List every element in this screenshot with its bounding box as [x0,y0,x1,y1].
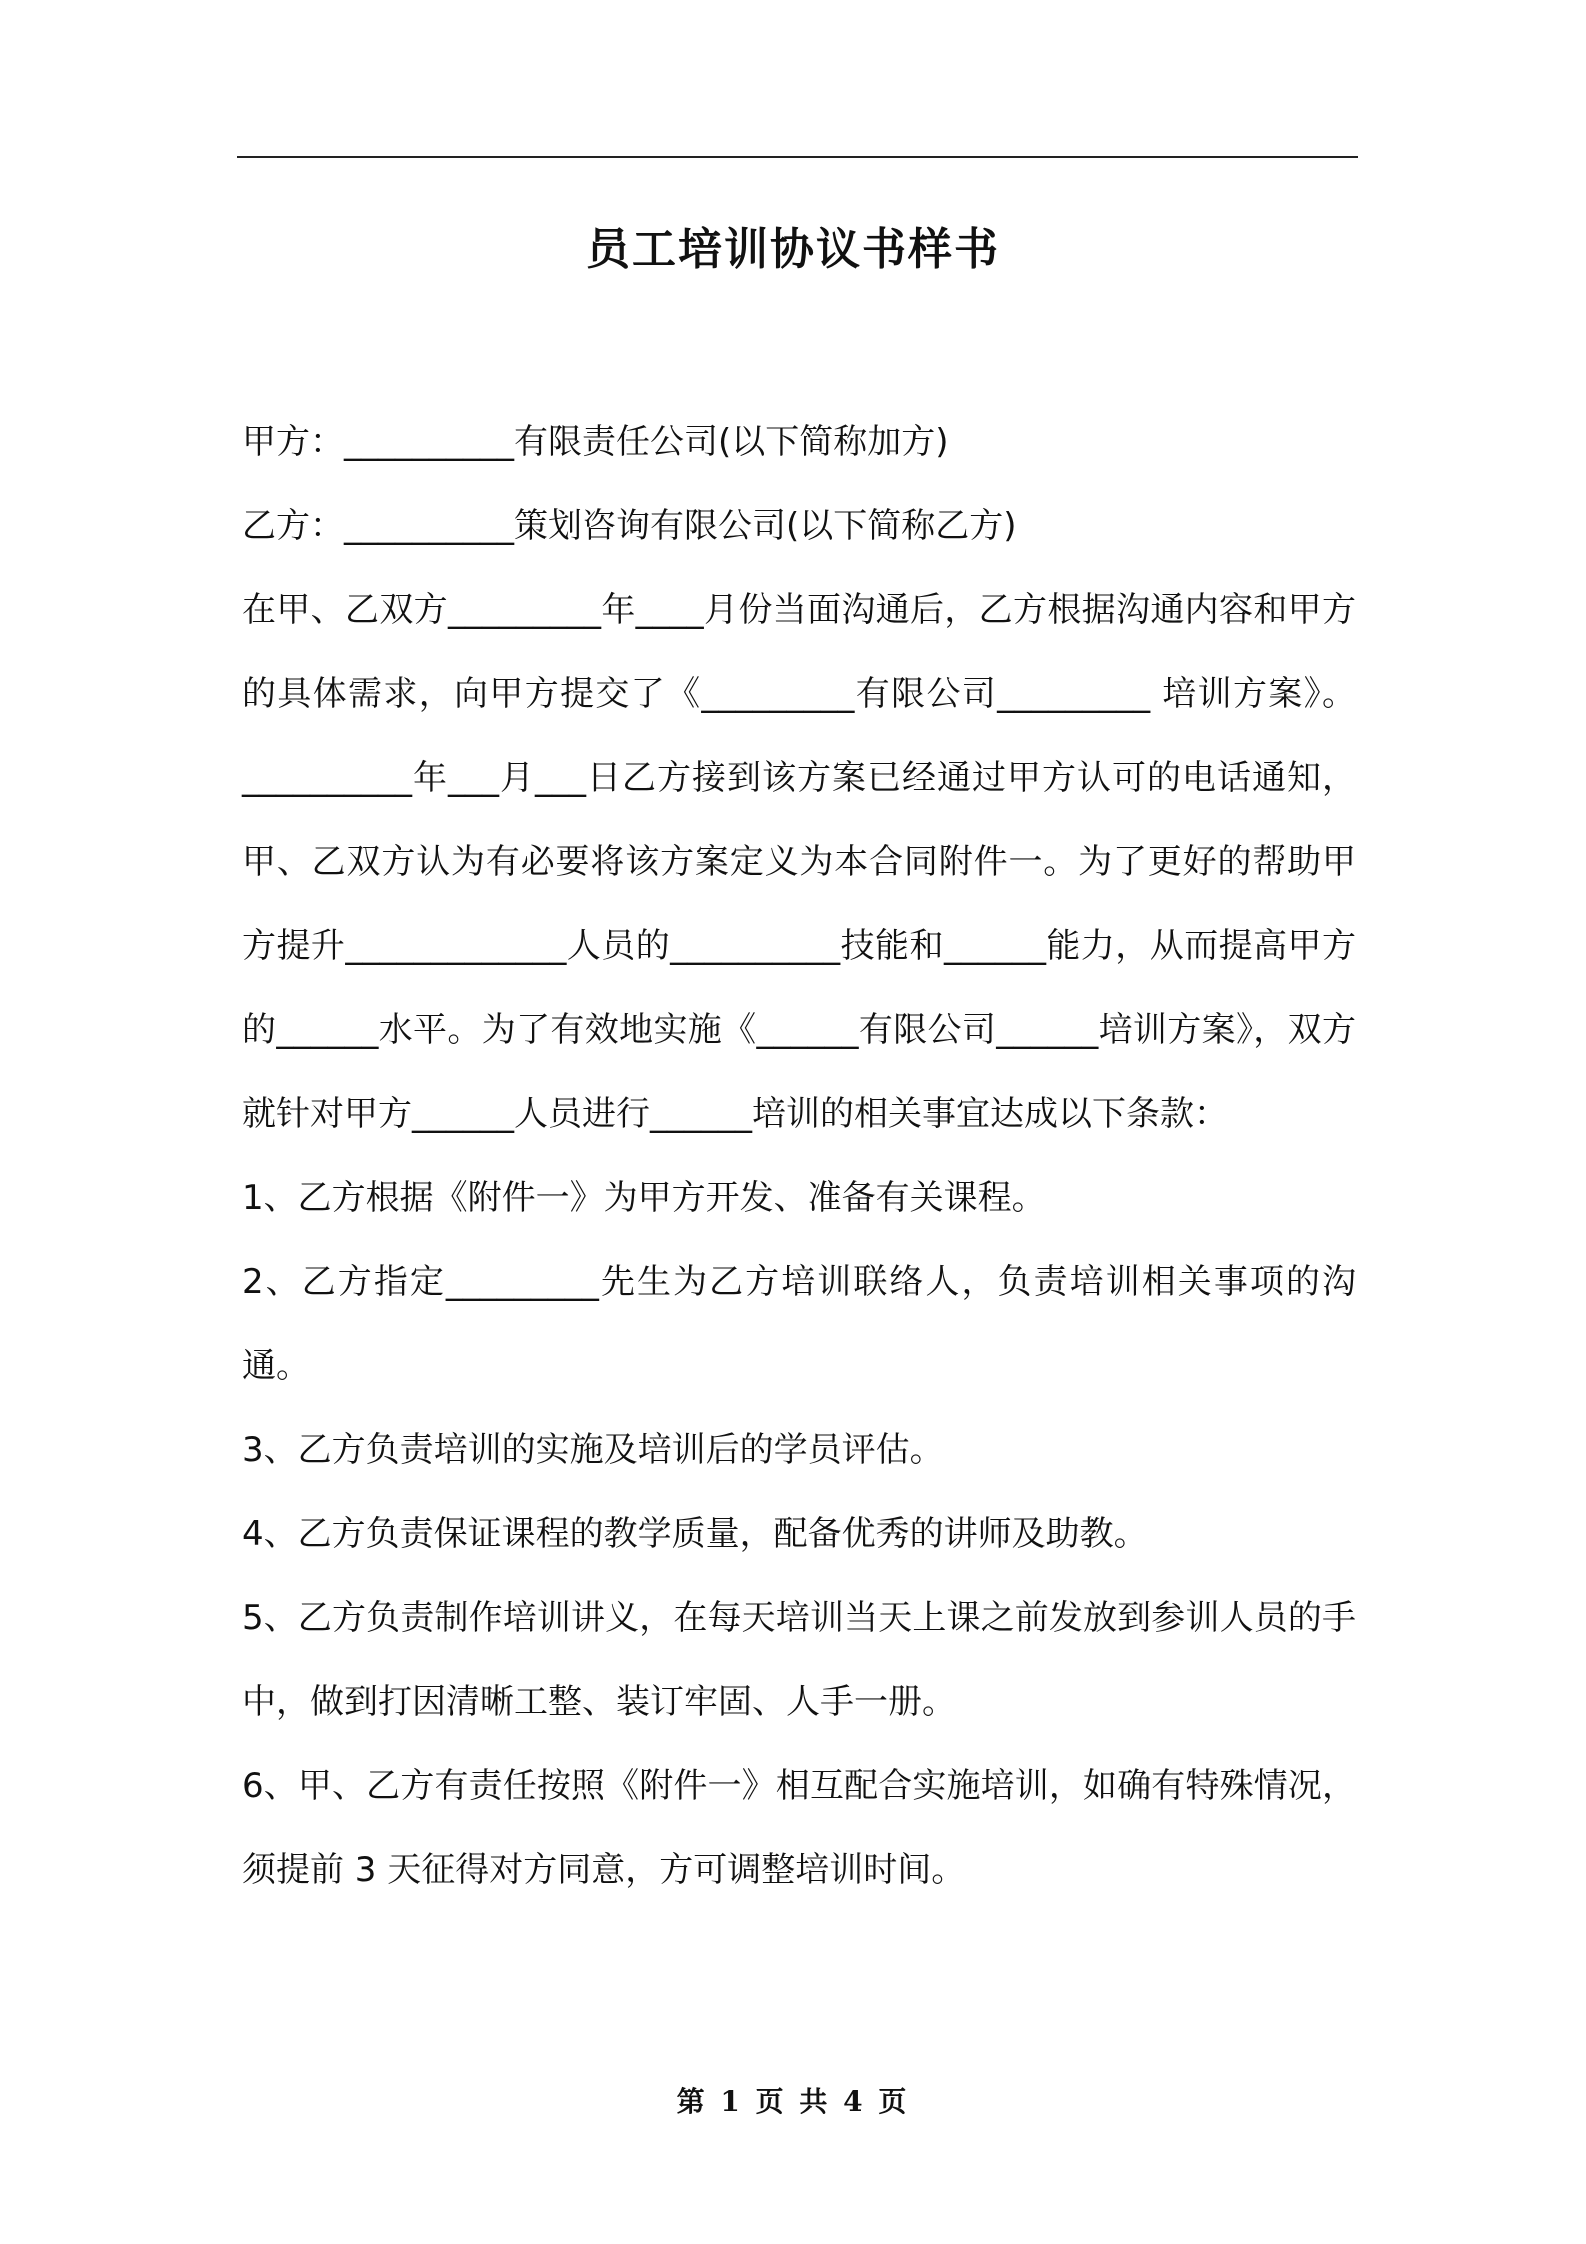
preamble-paragraph: 在甲、乙双方_________年____月份当面沟通后，乙方根据沟通内容和甲方的具体需求，向甲方提交了《_________有限公司_________ 培训方案》。__________年___月___日乙方接到该方案已经通过甲方认可的电话通知，甲、乙双方认为有必要将该方案定义为本合同附件一。为了更好的帮助甲方提升_____________人员的__________技能和______能力，从而提高甲方的______水平。为了有效地实施《______有限公司______培训方案》，双方就针对甲方______人员进行______培训的相关事宜达成以下条款： [242,590,1356,1134]
clause-5: 5、乙方负责制作培训讲义，在每天培训当天上课之前发放到参训人员的手中，做到打因清晰工整、装订牢固、人手一册。 [242,1598,1356,1722]
document-title: 员工培训协议书样书 [586,224,1000,275]
document-body [242,400,1356,1912]
header-rule [237,156,1358,158]
clause-1: 1、乙方根据《附件一》为甲方开发、准备有关课程。 [242,1178,1046,1218]
clause-6: 6、甲、乙方有责任按照《附件一》相互配合实施培训，如确有特殊情况，须提前 3 天征得对方同意，方可调整培训时间。 [242,1766,1356,1890]
clause-4: 4、乙方负责保证课程的教学质量，配备优秀的讲师及助教。 [242,1514,1148,1554]
clause-3: 3、乙方负责培训的实施及培训后的学员评估。 [242,1430,944,1470]
party-b-line: 乙方：__________策划咨询有限公司(以下简称乙方) [242,506,1017,546]
page-number-footer: 第 1 页 共 4 页 [676,2085,910,2118]
clause-2: 2、乙方指定_________先生为乙方培训联络人，负责培训相关事项的沟通。 [242,1262,1356,1386]
party-a-line: 甲方：__________有限责任公司(以下简称加方) [242,422,949,462]
